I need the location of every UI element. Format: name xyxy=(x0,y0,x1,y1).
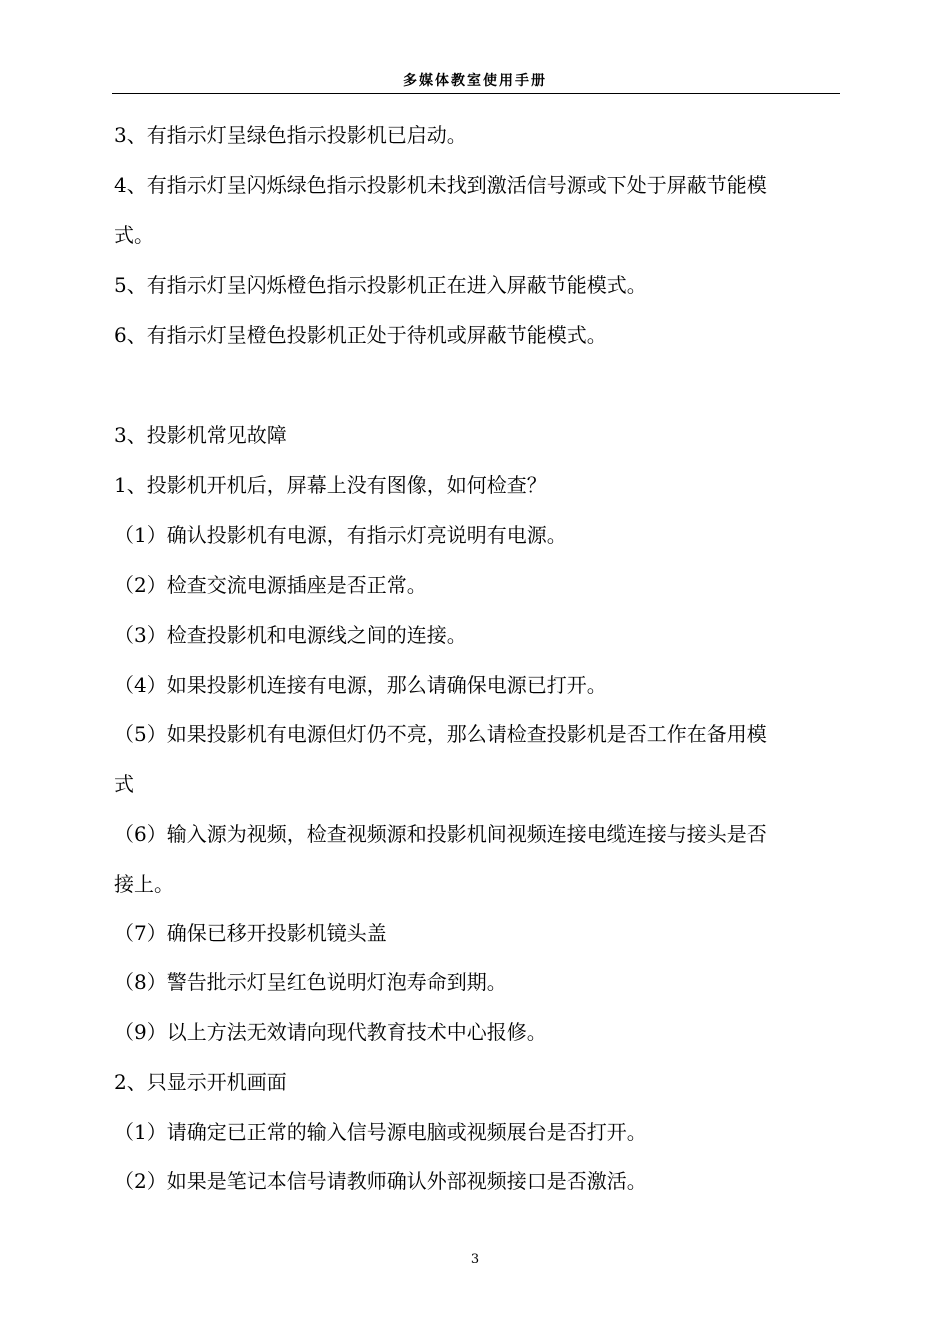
text-line: （3）检查投影机和电源线之间的连接。 xyxy=(114,623,467,647)
text-line: （4）如果投影机连接有电源，那么请确保电源已打开。 xyxy=(114,673,607,697)
text-line: （9）以上方法无效请向现代教育技术中心报修。 xyxy=(114,1020,547,1044)
page-number: 3 xyxy=(470,1252,480,1267)
text-line: （1）请确定已正常的输入信号源电脑或视频展台是否打开。 xyxy=(114,1120,647,1144)
header-title: 多媒体教室使用手册 xyxy=(403,73,547,89)
text-line: 2、只显示开机画面 xyxy=(114,1070,287,1094)
text-line: 接上。 xyxy=(114,872,174,896)
header-divider xyxy=(112,93,840,94)
text-line: （7）确保已移开投影机镜头盖 xyxy=(114,921,387,945)
text-line: （8）警告批示灯呈红色说明灯泡寿命到期。 xyxy=(114,970,507,994)
text-line: （1）确认投影机有电源，有指示灯亮说明有电源。 xyxy=(114,523,567,547)
text-line: （2）检查交流电源插座是否正常。 xyxy=(114,573,427,597)
text-line: 5、有指示灯呈闪烁橙色指示投影机正在进入屏蔽节能模式。 xyxy=(114,273,647,297)
text-line: 式。 xyxy=(114,223,154,247)
text-line: （2）如果是笔记本信号请教师确认外部视频接口是否激活。 xyxy=(114,1169,647,1193)
text-line: 1、投影机开机后，屏幕上没有图像，如何检查？ xyxy=(114,473,547,497)
text-line: （6）输入源为视频，检查视频源和投影机间视频连接电缆连接与接头是否 xyxy=(114,822,767,846)
section-heading: 3、投影机常见故障 xyxy=(114,423,287,447)
text-line: 式 xyxy=(114,772,134,796)
text-line: 4、有指示灯呈闪烁绿色指示投影机未找到激活信号源或下处于屏蔽节能模 xyxy=(114,173,767,197)
text-line: （5）如果投影机有电源但灯仍不亮，那么请检查投影机是否工作在备用模 xyxy=(114,722,767,746)
text-line: 3、有指示灯呈绿色指示投影机已启动。 xyxy=(114,123,467,147)
text-line: 6、有指示灯呈橙色投影机正处于待机或屏蔽节能模式。 xyxy=(114,323,607,347)
